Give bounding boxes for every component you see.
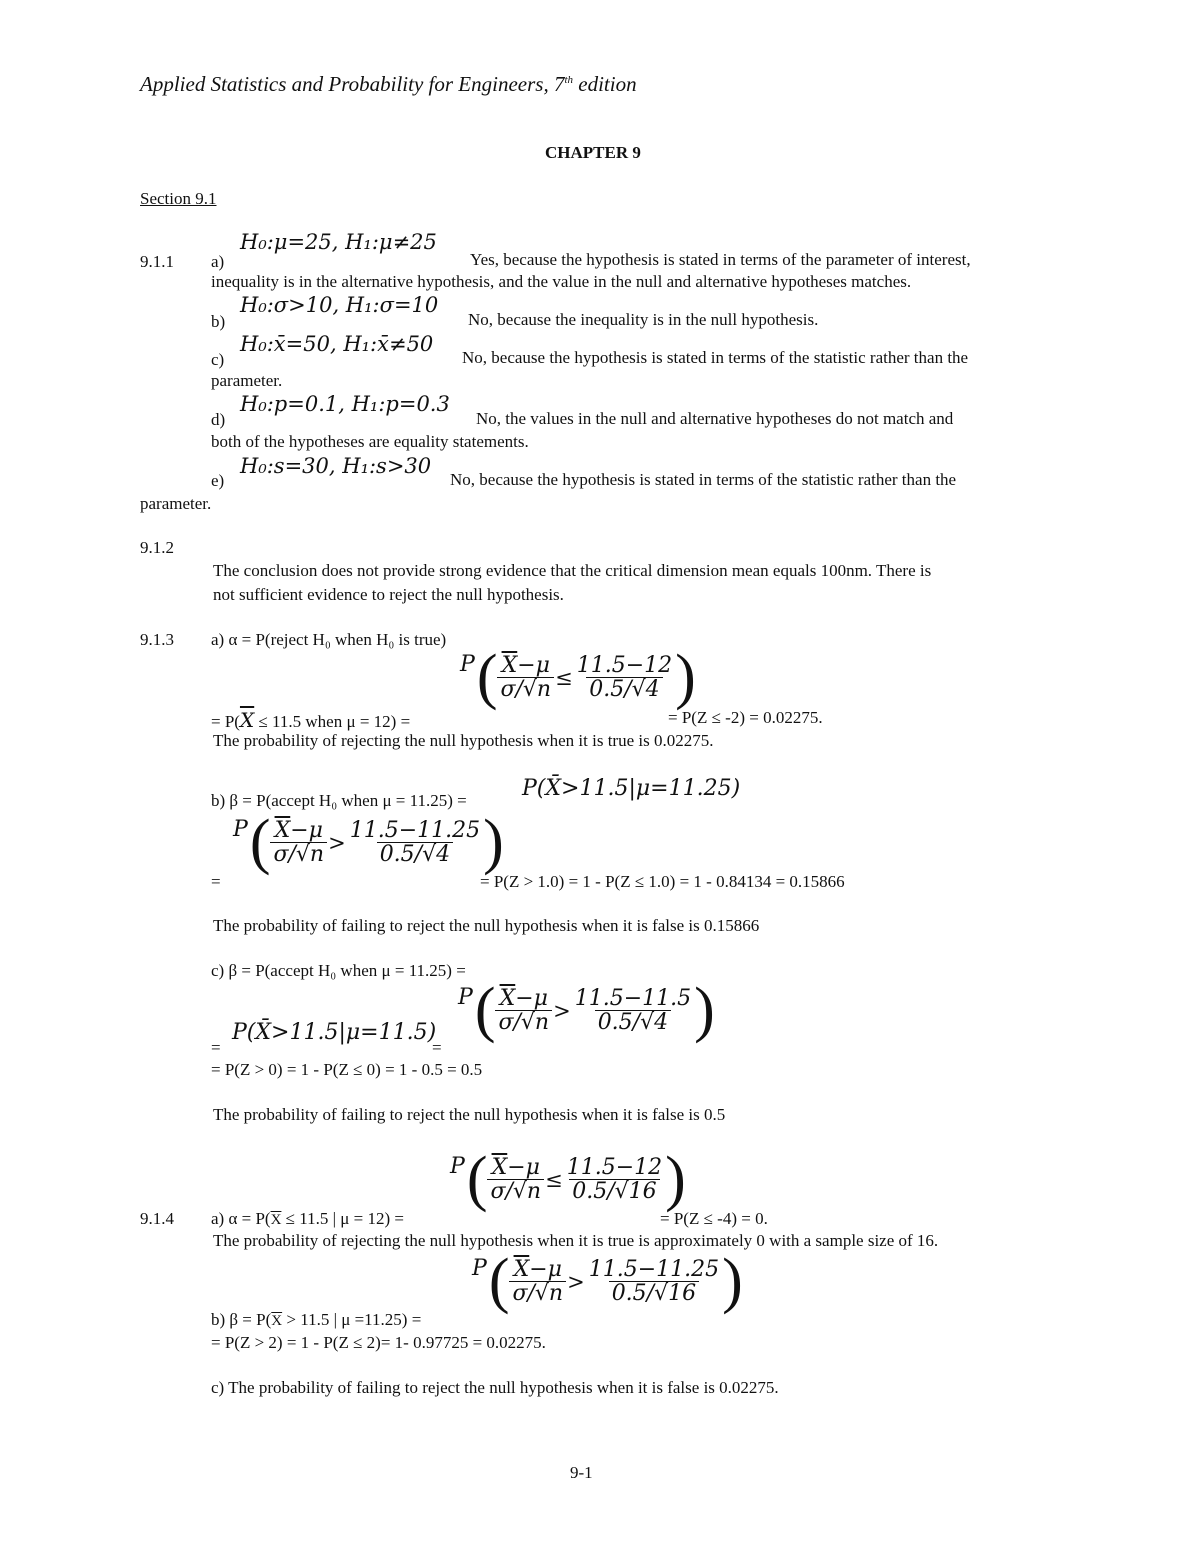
conclusion-text: The probability of failing to reject the null hypothesis when it is false is 0.15866 — [213, 916, 760, 935]
answer-text: not sufficient evidence to reject the null hypothesis. — [213, 585, 564, 604]
answer-text: No, because the inequality is in the null hypothesis. — [468, 310, 819, 329]
page-header: Applied Statistics and Probability for Engineers, 7th edition — [140, 72, 637, 96]
problem-number: 9.1.2 — [140, 538, 174, 557]
equation-result: = P(Z ≤ -4) = 0. — [660, 1209, 768, 1228]
hypothesis-math: H₀:μ=25, H₁:μ≠25 — [240, 230, 437, 254]
chapter-title: CHAPTER 9 — [545, 143, 641, 162]
part-label: d) — [211, 410, 226, 429]
equation-text: = $P(\overline{X} \le 11.5$ when μ = 12) = — [211, 708, 411, 732]
hypothesis-math: H₀:s=30, H₁:s>30 — [240, 454, 432, 478]
probability-expression: P ( $\frac{\overline{X}-\mu}{\sigma/√n}$ > $\frac{11.5-11.25}{0.5/√16}$ ) — [472, 1247, 743, 1315]
part-line: a) α = P(reject H₀ when H₀ is true) — [211, 630, 447, 649]
equation-text: b) $\beta = P(\overline{X} > 11.5$ | μ =11.25) = — [211, 1310, 422, 1329]
conclusion-text: The probability of rejecting the null hypothesis when it is true is 0.02275. — [213, 731, 714, 750]
equation-result: = P(Z ≤ -2) = 0.02275. — [668, 708, 823, 727]
equation-result: = P(Z > 1.0) = 1 - P(Z ≤ 1.0) = 1 - 0.84134 = 0.15866 — [480, 872, 845, 891]
equation-result: = P(Z > 0) = 1 - P(Z ≤ 0) = 1 - 0.5 = 0.5 — [211, 1060, 483, 1079]
answer-text: both of the hypotheses are equality statements. — [211, 432, 529, 451]
answer-text: No, because the hypothesis is stated in terms of the statistic rather than the — [462, 348, 969, 367]
probability-expression: P ( $\frac{\overline{X}-\mu}{\sigma/√n}$ ≤ $\frac{11.5-12}{0.5/√16}$ ) — [450, 1145, 686, 1213]
part-label: e) — [211, 471, 225, 490]
answer-text: parameter. — [211, 371, 283, 390]
section-heading: Section 9.1 — [140, 189, 217, 208]
answer-text: No, because the hypothesis is stated in terms of the statistic rather than the — [450, 470, 957, 489]
answer-text: No, the values in the null and alternative hypotheses do not match and — [476, 409, 954, 428]
part-label: b) — [211, 312, 226, 331]
part-label: c) — [211, 350, 225, 369]
probability-expression: P ( $\frac{\overline{X}-\mu}{\sigma/√n}$ > $\frac{11.5-11.25}{0.5/√4}$ ) — [233, 808, 504, 876]
part-line: c) β = P(accept H₀ when μ = 11.25) = — [211, 961, 466, 980]
part-line: b) β = P(accept H₀ when μ = 11.25) = — [211, 791, 467, 810]
part-label: a) — [211, 252, 225, 271]
answer-text: Yes, because the hypothesis is stated in terms of the parameter of interest, — [470, 250, 971, 269]
problem-number: 9.1.1 — [140, 252, 174, 271]
answer-text: The conclusion does not provide strong evidence that the critical dimension mean equals 100nm. There is — [213, 561, 932, 580]
conditional-probability: P(X̄>11.5|μ=11.5) — [232, 1020, 437, 1045]
conclusion-text: The probability of rejecting the null hypothesis when it is true is approximately 0 with a sample size of 16. — [213, 1231, 939, 1250]
conditional-probability: P(X̄>11.5|μ=11.25) — [522, 776, 741, 801]
equation-text: = — [432, 1038, 442, 1057]
page-number: 9-1 — [570, 1463, 593, 1482]
hypothesis-math: H₀:p=0.1, H₁:p=0.3 — [240, 392, 450, 416]
hypothesis-math: H₀:σ>10, H₁:σ=10 — [240, 293, 439, 317]
problem-number: 9.1.3 — [140, 630, 174, 649]
conclusion-text: c) The probability of failing to reject the null hypothesis when it is false is 0.02275. — [211, 1378, 779, 1397]
answer-text: inequality is in the alternative hypothesis, and the value in the null and alternative hypotheses matches. — [211, 272, 912, 291]
equation-text: = — [211, 872, 221, 891]
problem-number: 9.1.4 — [140, 1209, 174, 1228]
probability-expression: P ( $\frac{\overline{X}-\mu}{\sigma/√n}$ ≤ $\frac{11.5-12}{0.5/√4}$ ) — [460, 643, 696, 711]
answer-text: parameter. — [140, 494, 212, 513]
equation-text: a) $\alpha = P(\overline{X} \le 11.5$ | μ = 12) = — [211, 1209, 404, 1228]
conclusion-text: The probability of failing to reject the null hypothesis when it is false is 0.5 — [213, 1105, 726, 1124]
equation-result: = P(Z > 2) = 1 - P(Z ≤ 2)= 1- 0.97725 = 0.02275. — [211, 1333, 546, 1352]
hypothesis-math: H₀:x̄=50, H₁:x̄≠50 — [240, 332, 434, 356]
equation-text: = — [211, 1038, 221, 1057]
probability-expression: P ( $\frac{\overline{X}-\mu}{\sigma/√n}$ > $\frac{11.5-11.5}{0.5/√4}$ ) — [458, 976, 715, 1044]
